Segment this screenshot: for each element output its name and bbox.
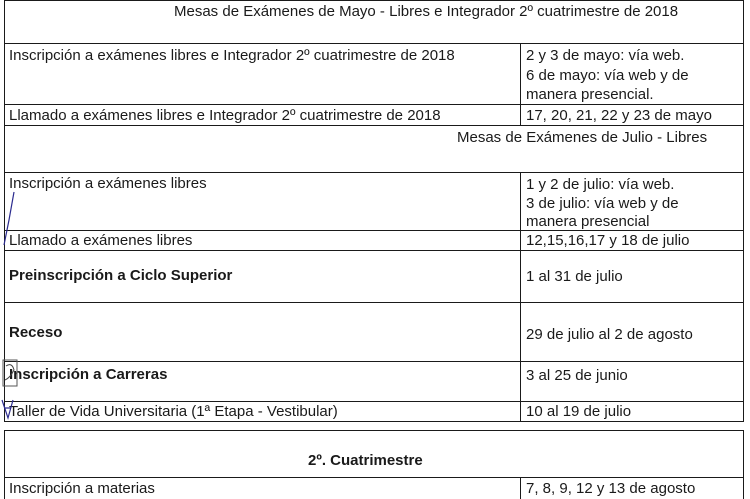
row-value: 29 de julio al 2 de agosto xyxy=(526,326,693,343)
rule xyxy=(4,361,744,362)
rule xyxy=(4,104,744,105)
row-value: 1 y 2 de julio: vía web. xyxy=(526,176,675,193)
row-label: Receso xyxy=(9,324,63,341)
rule xyxy=(743,430,744,499)
rule xyxy=(4,43,744,44)
mayo-heading: Mesas de Exámenes de Mayo - Libres e Integrador 2º cuatrimestre de 2018 xyxy=(174,3,679,20)
rule xyxy=(4,421,744,422)
rule xyxy=(743,125,744,422)
row-value: 6 de mayo: vía web y de xyxy=(526,67,689,84)
rule xyxy=(4,302,744,303)
handwritten-initials-mark xyxy=(0,356,22,426)
rule xyxy=(4,401,744,402)
cuatrimestre-heading: 2º. Cuatrimestre xyxy=(308,452,423,469)
row-label: Llamado a exámenes libres e Integrador 2º cuatrimestre de 2018 xyxy=(9,107,441,124)
row-value: manera presencial. xyxy=(526,86,654,103)
rule xyxy=(4,125,744,126)
row-label: Inscripción a exámenes libres xyxy=(9,175,207,192)
row-value: 7, 8, 9, 12 y 13 de agosto xyxy=(526,480,696,497)
row-label: Llamado a exámenes libres xyxy=(9,232,193,249)
row-value: 1 al 31 de julio xyxy=(526,268,623,285)
rule xyxy=(4,430,5,499)
row-value: 12,15,16,17 y 18 de julio xyxy=(526,232,690,249)
row-label: Taller de Vida Universitaria (1ª Etapa - Vestibular) xyxy=(9,403,338,420)
rule xyxy=(743,0,744,125)
row-value: 3 al 25 de junio xyxy=(526,367,628,384)
row-value: manera presencial xyxy=(526,213,650,230)
row-label: Inscripción a Carreras xyxy=(9,366,168,383)
rule xyxy=(4,0,5,125)
rule xyxy=(520,172,521,422)
row-value: 3 de julio: vía web y de xyxy=(526,195,679,212)
rule xyxy=(4,230,744,231)
julio-heading: Mesas de Exámenes de Julio - Libres xyxy=(457,129,708,146)
row-label: Preinscripción a Ciclo Superior xyxy=(9,267,233,284)
rule xyxy=(520,477,521,499)
row-value: 2 y 3 de mayo: vía web. xyxy=(526,47,685,64)
row-label: Inscripción a exámenes libres e Integrador 2º cuatrimestre de 2018 xyxy=(9,47,455,64)
row-value: 17, 20, 21, 22 y 23 de mayo xyxy=(526,107,712,124)
row-value: 10 al 19 de julio xyxy=(526,403,632,420)
row-label: Inscripción a materias xyxy=(9,480,155,497)
rule xyxy=(4,250,744,251)
pen-stroke-mark xyxy=(0,190,20,250)
rule xyxy=(520,43,521,125)
rule xyxy=(4,172,744,173)
rule xyxy=(4,0,744,1)
rule xyxy=(4,430,744,431)
rule xyxy=(4,477,744,478)
